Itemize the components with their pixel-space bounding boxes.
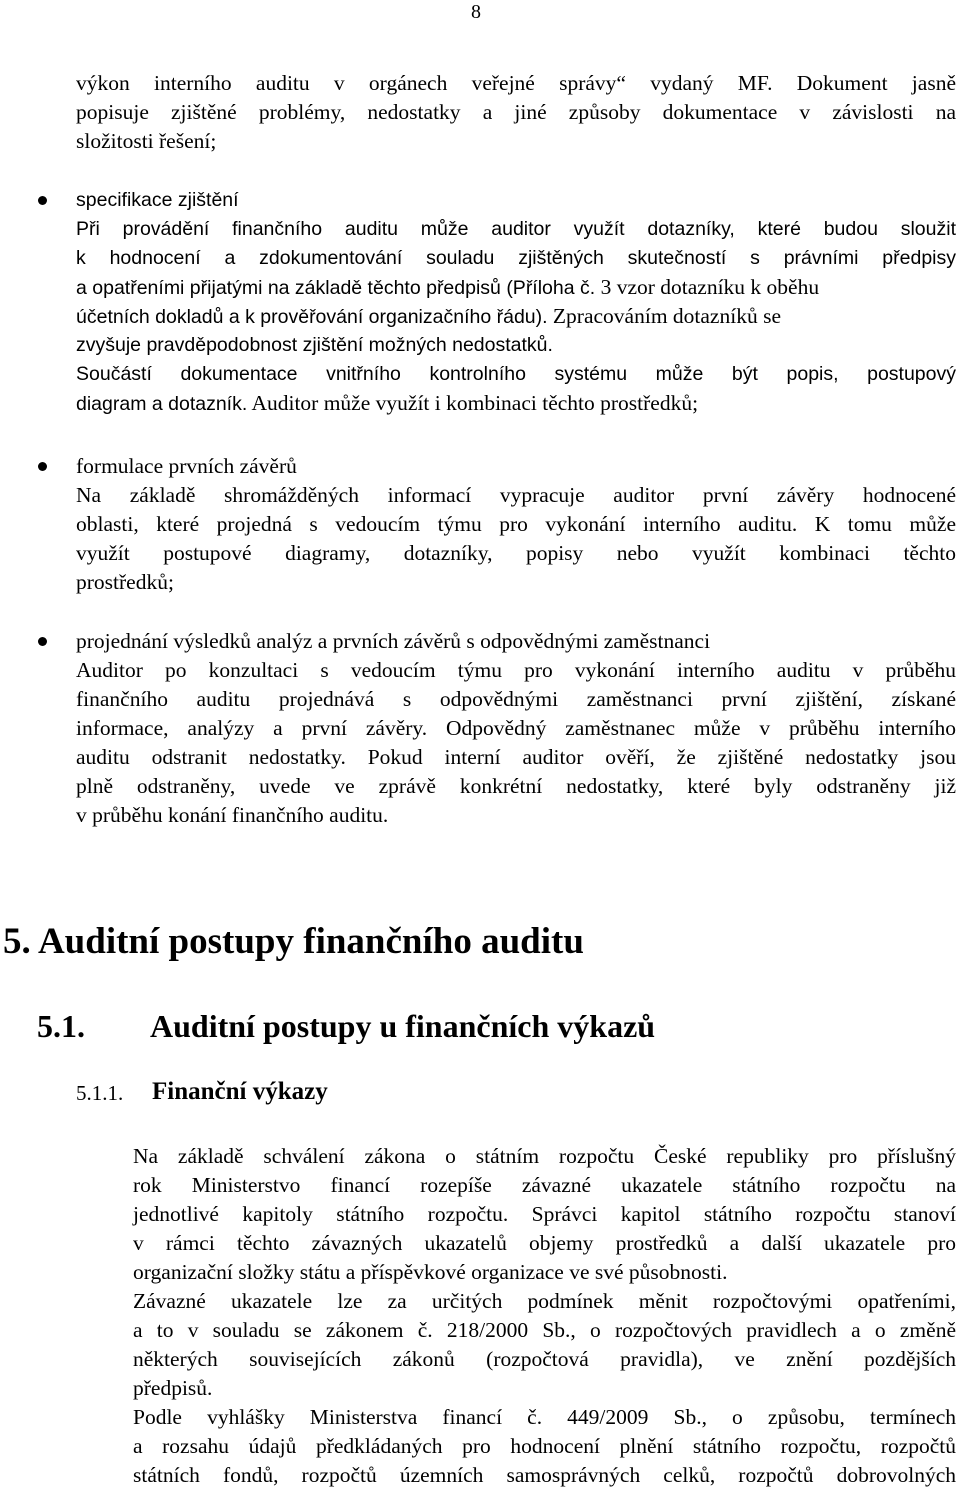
bullet-1-line-5: zvyšuje pravděpodobnost zjištění možných nedostatků. [76,334,553,356]
page-number: 8 [471,1,481,23]
bullet-2-title: formulace prvních závěrů [76,454,297,478]
bullet-3-line-2: finančního auditu projednává s odpovědnými zaměstnanci první zjištění, získané [76,687,956,711]
bullet-1-line-3-serif: 3 vzor dotazníku k oběhu [595,275,820,299]
bullet-1-line-2: k hodnocení a zdokumentování souladu zjištěných skutečností s právními předpisy [76,247,956,269]
section-line-6: Závazné ukazatele lze za určitých podmínek měnit rozpočtovými opatřeními, [133,1289,956,1313]
section-line-9: předpisů. [133,1376,213,1400]
bullet-2-line-4: prostředků; [76,570,174,594]
bullet-2-line-1: Na základě shromážděných informací vypracuje auditor první závěry hodnocené [76,483,956,507]
section-line-12: státních fondů, rozpočtů územních samosprávných celků, rozpočtů dobrovolných [133,1463,956,1487]
heading-3-number: 5.1.1. [76,1081,124,1105]
bullet-1-title: specifikace zjištění [76,189,239,211]
section-line-3: jednotlivé kapitoly státního rozpočtu. Správci kapitol státního rozpočtu stanoví [133,1202,956,1226]
bullet-3-line-6: v průběhu konání finančního auditu. [76,803,389,827]
intro-line-1: výkon interního auditu v orgánech veřejné správy“ vydaný MF. Dokument jasně [76,71,956,95]
bullet-1-line-3-sans: a opatřeními přijatými na základě těchto předpisů (Příloha č. [76,277,596,299]
bullet-1-line-7-sans: diagram a dotazník. [76,393,248,415]
section-line-8: některých souvisejících zákonů (rozpočtová pravidla), ve znění pozdějších [133,1347,956,1371]
heading-2-number: 5.1. [37,1008,85,1044]
bullet-2-dot [38,462,47,471]
bullet-1-line-3 [76,273,956,303]
bullet-1-line-4-sans: účetních dokladů a k prověřování organizačního řádu). [76,306,548,328]
heading-2 [37,1006,655,1046]
bullet-1-line-6: Součástí dokumentace vnitřního kontrolního systému může být popis, postupový [76,363,956,385]
section-line-5: organizační složky státu a příspěvkové organizace ve své působnosti. [133,1260,728,1284]
section-line-10: Podle vyhlášky Ministerstva financí č. 449/2009 Sb., o způsobu, termínech [133,1405,956,1429]
bullet-2-line-3: využít postupové diagramy, dotazníky, popisy nebo využít kombinaci těchto [76,541,956,565]
bullet-1-line-4-serif: Zpracováním dotazníků se [547,304,781,328]
heading-3-title: Finanční výkazy [152,1078,328,1105]
section-line-7: a to v souladu se zákonem č. 218/2000 Sb., o rozpočtových pravidlech a o změně [133,1318,956,1342]
bullet-2-line-2: oblasti, které projedná s vedoucím týmu pro vykonání interního auditu. K tomu může [76,512,956,536]
bullet-3-line-5: plně odstraněny, uvede ve zprávě konkrétní nedostatky, které byly odstraněny již [76,774,956,798]
bullet-1-line-7-serif: Auditor může využít i kombinaci těchto prostředků; [247,391,699,415]
intro-line-2: popisuje zjištěné problémy, nedostatky a jiné způsoby dokumentace v závislosti na [76,100,956,124]
section-line-11: a rozsahu údajů předkládaných pro hodnocení plnění státního rozpočtu, rozpočtů [133,1434,956,1458]
bullet-1-line-1: Při provádění finančního auditu může auditor využít dotazníky, které budou sloužit [76,218,956,240]
section-line-2: rok Ministerstvo financí rozepíše závazné ukazatele státního rozpočtu na [133,1173,956,1197]
bullet-3-line-4: auditu odstranit nedostatky. Pokud interní auditor ověří, že zjištěné nedostatky jsou [76,745,956,769]
section-line-4: v rámci těchto závazných ukazatelů objemy prostředků a další ukazatele pro [133,1231,956,1255]
bullet-3-line-1: Auditor po konzultaci s vedoucím týmu pro vykonání interního auditu v průběhu [76,658,956,682]
heading-2-title: Auditní postupy u finančních výkazů [150,1008,656,1044]
bullet-3-title: projednání výsledků analýz a prvních závěrů s odpovědnými zaměstnanci [76,629,711,653]
bullet-3-dot [38,637,47,646]
bullet-1-dot [38,196,47,205]
bullet-1-line-4 [76,302,956,332]
bullet-3-line-3: informace, analýzy a první závěry. Odpovědný zaměstnanec může v průběhu interního [76,716,956,740]
bullet-1-line-7 [76,389,956,419]
heading-1: 5. Auditní postupy finančního auditu [3,921,584,962]
intro-line-3: složitosti řešení; [76,129,217,153]
section-line-1: Na základě schválení zákona o státním rozpočtu České republiky pro příslušný [133,1144,956,1168]
